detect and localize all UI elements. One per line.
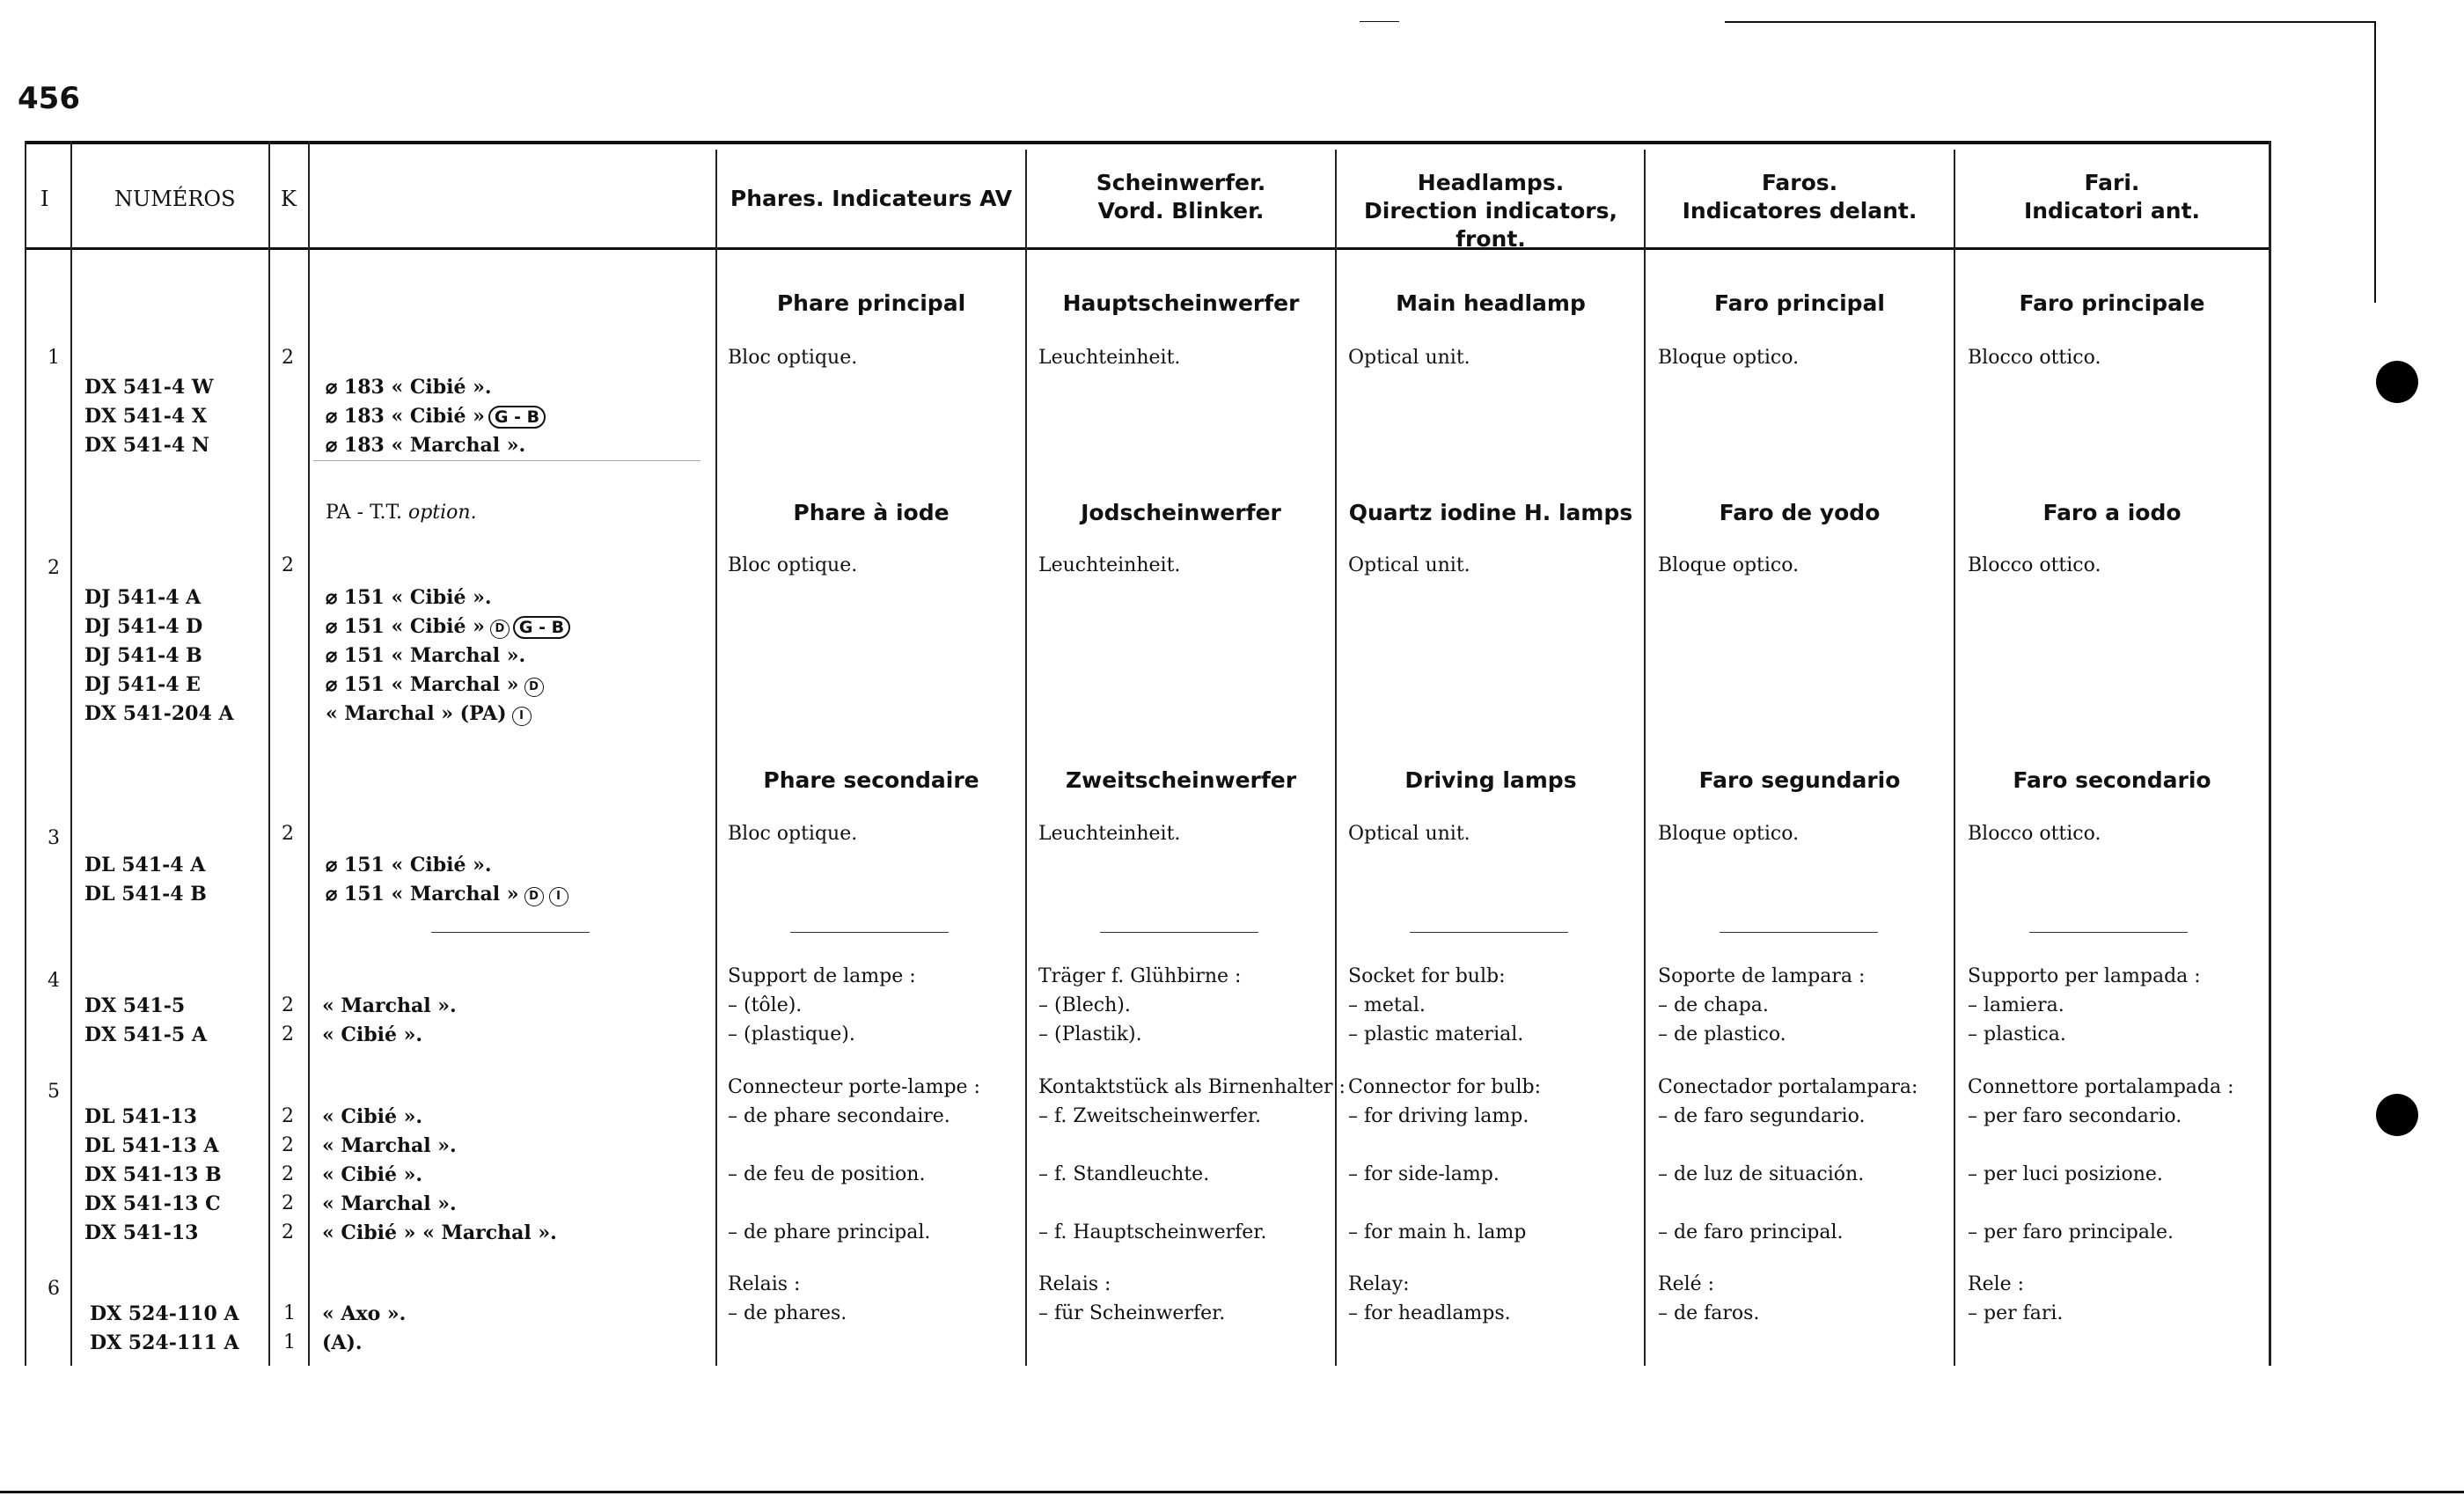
part-number: DX 541-13 bbox=[84, 1221, 199, 1244]
col-line-1 bbox=[70, 141, 72, 1366]
section1-es: Faro principal bbox=[1713, 290, 1885, 316]
socket-a-es: – de chapa. bbox=[1658, 994, 1769, 1016]
qty: 2 bbox=[282, 1192, 294, 1214]
col-line-0 bbox=[25, 141, 26, 1366]
section2-en: Quartz iodine H. lamps bbox=[1348, 500, 1633, 525]
part-desc bbox=[326, 405, 546, 429]
page-bottom-rule bbox=[0, 1491, 2464, 1493]
part-number: DJ 541-4 D bbox=[84, 615, 203, 638]
relay-head-de: Relais : bbox=[1038, 1273, 1111, 1295]
section2-it: Faro a iodo bbox=[2042, 500, 2182, 525]
connector-c-en: – for main h. lamp bbox=[1348, 1221, 1527, 1243]
section3-en: Driving lamps bbox=[1404, 767, 1577, 793]
optical-2-es: Bloque optico. bbox=[1658, 554, 1800, 576]
relay-a-en: – for headlamps. bbox=[1348, 1302, 1511, 1324]
relay-head-fr: Relais : bbox=[728, 1273, 801, 1295]
part-number: DX 541-204 A bbox=[84, 702, 234, 725]
separator-line bbox=[2029, 932, 2188, 933]
qty: 2 bbox=[282, 1105, 294, 1127]
col-line-6 bbox=[1335, 150, 1337, 1366]
header-german-line1: Scheinwerfer. bbox=[1096, 170, 1266, 195]
section3-it: Faro secondario bbox=[2013, 767, 2211, 793]
qty: 2 bbox=[282, 1221, 294, 1243]
i-marker: I bbox=[549, 887, 568, 906]
header-french-line1: Phares. Indicateurs AV bbox=[730, 186, 1013, 211]
qty-2: 2 bbox=[282, 554, 294, 576]
ref-5: 5 bbox=[48, 1081, 60, 1103]
part-number: DJ 541-4 A bbox=[84, 586, 202, 609]
col-line-2 bbox=[268, 141, 270, 1366]
part-desc: « Cibié » « Marchal ». bbox=[322, 1221, 557, 1244]
socket-a-fr: – (tôle). bbox=[728, 994, 803, 1016]
col-line-3 bbox=[308, 141, 310, 1366]
part-number: DL 541-13 bbox=[84, 1105, 197, 1128]
section3-fr: Phare secondaire bbox=[763, 767, 979, 793]
relay-head-en: Relay: bbox=[1348, 1273, 1410, 1295]
part-desc-text: ⌀ 151 « Marchal » bbox=[326, 673, 519, 696]
section3-de: Zweitscheinwerfer bbox=[1065, 767, 1297, 793]
optical-2-en: Optical unit. bbox=[1348, 554, 1470, 576]
connector-c-fr: – de phare principal. bbox=[728, 1221, 931, 1243]
section1-it: Faro principale bbox=[2019, 290, 2205, 316]
part-desc: (A). bbox=[322, 1331, 363, 1354]
connector-head-en: Connector for bulb: bbox=[1348, 1076, 1542, 1098]
part-desc bbox=[326, 702, 532, 726]
part-desc: ⌀ 151 « Cibié ». bbox=[326, 854, 492, 876]
part-number: DX 541-5 A bbox=[84, 1023, 207, 1046]
socket-b-es: – de plastico. bbox=[1658, 1023, 1786, 1045]
top-rule bbox=[1725, 21, 2376, 23]
part-desc-text: « Marchal » (PA) bbox=[326, 702, 507, 725]
qty: 2 bbox=[282, 994, 294, 1016]
pa-option-code: PA - T.T. bbox=[326, 502, 402, 524]
header-english bbox=[1337, 169, 1645, 253]
part-desc: « Marchal ». bbox=[322, 994, 457, 1017]
socket-head-fr: Support de lampe : bbox=[728, 965, 916, 987]
section3-es: Faro segundario bbox=[1698, 767, 1901, 793]
relay-a-de: – für Scheinwerfer. bbox=[1038, 1302, 1226, 1324]
section2-fr: Phare à iode bbox=[793, 500, 950, 525]
col-line-8 bbox=[1954, 150, 1955, 1366]
part-desc: « Marchal ». bbox=[322, 1192, 457, 1215]
connector-a-it: – per faro secondario. bbox=[1968, 1105, 2182, 1127]
col-line-5 bbox=[1025, 150, 1027, 1366]
punch-hole bbox=[2376, 1094, 2418, 1136]
socket-head-de: Träger f. Glühbirne : bbox=[1038, 965, 1242, 987]
part-desc: « Cibié ». bbox=[322, 1023, 423, 1046]
relay-a-es: – de faros. bbox=[1658, 1302, 1760, 1324]
qty: 1 bbox=[283, 1331, 296, 1353]
top-rule-short bbox=[1360, 21, 1399, 22]
connector-head-fr: Connecteur porte-lampe : bbox=[728, 1076, 980, 1098]
part-desc bbox=[326, 883, 568, 906]
d-marker: D bbox=[524, 887, 544, 906]
socket-b-de: – (Plastik). bbox=[1038, 1023, 1142, 1045]
connector-a-es: – de faro segundario. bbox=[1658, 1105, 1866, 1127]
connector-b-fr: – de feu de position. bbox=[728, 1163, 926, 1185]
section1-de: Hauptscheinwerfer bbox=[1062, 290, 1300, 316]
header-english-line1: Headlamps. bbox=[1417, 170, 1565, 195]
optical-1-it: Blocco ottico. bbox=[1968, 347, 2101, 369]
part-number: DL 541-4 A bbox=[84, 854, 206, 876]
optical-3-de: Leuchteinheit. bbox=[1038, 823, 1181, 845]
part-number: DX 541-4 W bbox=[84, 376, 214, 399]
ref-6: 6 bbox=[48, 1278, 60, 1300]
header-bottom-border bbox=[25, 247, 2270, 250]
page-number: 456 bbox=[18, 81, 80, 116]
part-number: DX 541-13 B bbox=[84, 1163, 222, 1186]
part-desc-text: ⌀ 151 « Marchal » bbox=[326, 883, 519, 906]
part-desc-text: ⌀ 151 « Cibié » bbox=[326, 615, 485, 638]
part-number: DL 541-13 A bbox=[84, 1134, 219, 1157]
socket-b-it: – plastica. bbox=[1968, 1023, 2066, 1045]
separator-line bbox=[1410, 932, 1568, 933]
connector-a-fr: – de phare secondaire. bbox=[728, 1105, 950, 1127]
connector-head-it: Connettore portalampada : bbox=[1968, 1076, 2234, 1098]
optical-2-it: Blocco ottico. bbox=[1968, 554, 2101, 576]
header-italian-line1: Fari. bbox=[2084, 170, 2140, 195]
part-number: DX 541-4 N bbox=[84, 434, 209, 457]
header-italian-line2: Indicatori ant. bbox=[2023, 198, 2201, 224]
section1-en: Main headlamp bbox=[1396, 290, 1586, 316]
optical-3-en: Optical unit. bbox=[1348, 823, 1470, 845]
socket-head-es: Soporte de lampara : bbox=[1658, 965, 1866, 987]
d-marker: D bbox=[524, 678, 544, 697]
dashed-divider bbox=[313, 460, 700, 461]
right-edge-rule bbox=[2374, 21, 2376, 303]
optical-3-es: Bloque optico. bbox=[1658, 823, 1800, 845]
ref-4: 4 bbox=[48, 970, 60, 992]
header-col-numeros: NUMÉROS bbox=[114, 187, 236, 211]
part-number: DX 541-5 bbox=[84, 994, 186, 1017]
part-desc: « Cibié ». bbox=[322, 1105, 423, 1128]
connector-a-de: – f. Zweitscheinwerfer. bbox=[1038, 1105, 1261, 1127]
gb-badge: G - B bbox=[513, 616, 570, 639]
qty: 2 bbox=[282, 1163, 294, 1185]
connector-c-de: – f. Hauptscheinwerfer. bbox=[1038, 1221, 1267, 1243]
header-col-k: K bbox=[281, 187, 297, 211]
col-line-4 bbox=[715, 150, 717, 1366]
section2-de: Jodscheinwerfer bbox=[1081, 500, 1281, 525]
separator-line bbox=[790, 932, 949, 933]
header-col-i: I bbox=[40, 187, 49, 211]
ref-3: 3 bbox=[48, 827, 60, 849]
header-german-line2: Vord. Blinker. bbox=[1097, 198, 1265, 224]
connector-c-it: – per faro principale. bbox=[1968, 1221, 2174, 1243]
part-number: DL 541-4 B bbox=[84, 883, 207, 906]
header-german bbox=[1027, 169, 1335, 225]
socket-b-fr: – (plastique). bbox=[728, 1023, 855, 1045]
right-border bbox=[2269, 141, 2271, 1366]
part-desc: ⌀ 183 « Marchal ». bbox=[326, 434, 526, 457]
part-number: DX 541-4 X bbox=[84, 405, 207, 428]
socket-a-it: – lamiera. bbox=[1968, 994, 2064, 1016]
part-desc: ⌀ 183 « Cibié ». bbox=[326, 376, 492, 399]
qty-3: 2 bbox=[282, 823, 294, 845]
separator-line bbox=[1720, 932, 1878, 933]
socket-head-en: Socket for bulb: bbox=[1348, 965, 1506, 987]
header-spanish-line1: Faros. bbox=[1761, 170, 1838, 195]
optical-3-fr: Bloc optique. bbox=[728, 823, 858, 845]
optical-3-it: Blocco ottico. bbox=[1968, 823, 2101, 845]
connector-b-de: – f. Standleuchte. bbox=[1038, 1163, 1210, 1185]
connector-b-it: – per luci posizione. bbox=[1968, 1163, 2163, 1185]
part-number: DJ 541-4 E bbox=[84, 673, 201, 696]
part-number: DX 524-111 A bbox=[90, 1331, 239, 1354]
part-number: DX 541-13 C bbox=[84, 1192, 221, 1215]
col-line-7 bbox=[1644, 150, 1646, 1366]
qty: 2 bbox=[282, 1023, 294, 1045]
relay-a-fr: – de phares. bbox=[728, 1302, 847, 1324]
optical-1-fr: Bloc optique. bbox=[728, 347, 858, 369]
part-desc: ⌀ 151 « Cibié ». bbox=[326, 586, 492, 609]
header-spanish-line2: Indicatores delant. bbox=[1682, 198, 1918, 224]
pa-option-word: option. bbox=[407, 502, 477, 524]
i-marker: I bbox=[512, 707, 532, 726]
qty: 1 bbox=[283, 1302, 296, 1324]
part-number: DX 524-110 A bbox=[90, 1302, 239, 1325]
connector-b-es: – de luz de situación. bbox=[1658, 1163, 1865, 1185]
socket-a-de: – (Blech). bbox=[1038, 994, 1131, 1016]
part-desc bbox=[326, 615, 570, 639]
connector-b-en: – for side-lamp. bbox=[1348, 1163, 1500, 1185]
header-spanish bbox=[1646, 169, 1954, 225]
part-desc bbox=[326, 673, 544, 697]
part-desc-text: ⌀ 183 « Cibié » bbox=[326, 405, 485, 428]
header-english-line2: Direction indicators, front. bbox=[1364, 198, 1617, 252]
connector-head-de: Kontaktstück als Birnenhalter : bbox=[1038, 1076, 1346, 1098]
connector-c-es: – de faro principal. bbox=[1658, 1221, 1844, 1243]
table-top-border bbox=[25, 141, 2270, 144]
ref-2: 2 bbox=[48, 557, 60, 579]
ref-1: 1 bbox=[48, 347, 60, 369]
relay-a-it: – per fari. bbox=[1968, 1302, 2064, 1324]
optical-2-de: Leuchteinheit. bbox=[1038, 554, 1181, 576]
gb-badge: G - B bbox=[488, 406, 546, 429]
optical-1-es: Bloque optico. bbox=[1658, 347, 1800, 369]
connector-a-en: – for driving lamp. bbox=[1348, 1105, 1529, 1127]
socket-b-en: – plastic material. bbox=[1348, 1023, 1524, 1045]
separator-line bbox=[431, 932, 590, 933]
optical-2-fr: Bloc optique. bbox=[728, 554, 858, 576]
part-desc: « Marchal ». bbox=[322, 1134, 457, 1157]
part-number: DJ 541-4 B bbox=[84, 644, 202, 667]
d-marker: D bbox=[490, 620, 510, 639]
qty: 2 bbox=[282, 1134, 294, 1156]
header-italian bbox=[1955, 169, 2269, 225]
part-desc: ⌀ 151 « Marchal ». bbox=[326, 644, 526, 667]
connector-head-es: Conectador portalampara: bbox=[1658, 1076, 1918, 1098]
socket-head-it: Supporto per lampada : bbox=[1968, 965, 2201, 987]
separator-line bbox=[1100, 932, 1258, 933]
qty-1: 2 bbox=[282, 347, 294, 369]
part-desc: « Cibié ». bbox=[322, 1163, 423, 1186]
punch-hole bbox=[2376, 361, 2418, 403]
relay-head-es: Relé : bbox=[1658, 1273, 1715, 1295]
part-desc: « Axo ». bbox=[322, 1302, 407, 1325]
optical-1-de: Leuchteinheit. bbox=[1038, 347, 1181, 369]
optical-1-en: Optical unit. bbox=[1348, 347, 1470, 369]
socket-a-en: – metal. bbox=[1348, 994, 1426, 1016]
section1-fr: Phare principal bbox=[776, 290, 966, 316]
header-french bbox=[717, 185, 1025, 213]
pa-option bbox=[326, 502, 477, 524]
relay-head-it: Rele : bbox=[1968, 1273, 2025, 1295]
section2-es: Faro de yodo bbox=[1719, 500, 1881, 525]
